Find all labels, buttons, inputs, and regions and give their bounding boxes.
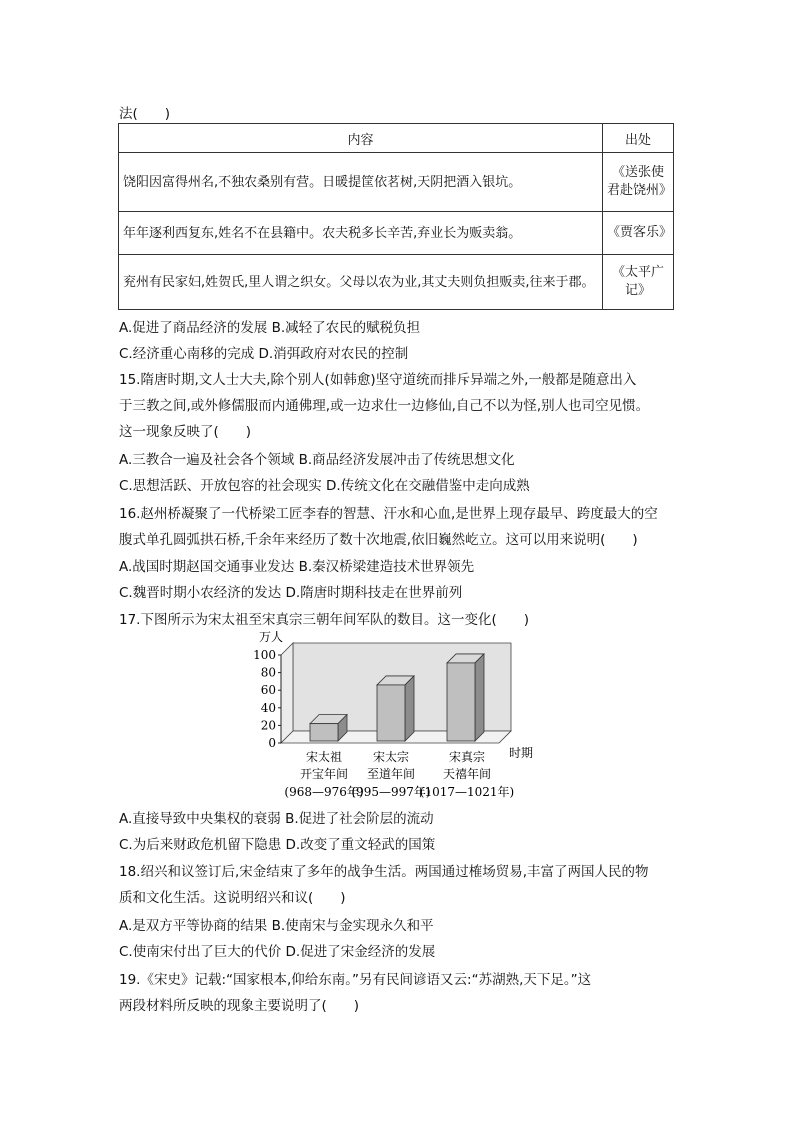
- q16-stem-line1: 16.赵州桥凝聚了一代桥梁工匠李春的智慧、汗水和心血,是世界上现存最早、跨度最大的空: [119, 506, 658, 522]
- question-14-intro: 法( ): [119, 106, 171, 122]
- bar: [447, 663, 475, 741]
- header-content: 内容: [119, 124, 603, 153]
- q19-stem-line2: 两段材料所反映的现象主要说明了( ): [119, 998, 360, 1014]
- q14-options-ab: A.促进了商品经济的发展 B.减轻了农民的赋税负担: [119, 320, 421, 336]
- row-content: 饶阳因富得州名,不独农桑别有营。日暖提筐依茗树,天阴把酒入银坑。: [119, 153, 603, 212]
- y-tick-label: 80: [260, 665, 276, 680]
- q15-stem-line1: 15.隋唐时期,文人士大夫,除个别人(如韩愈)坚守道统而排斥异端之外,一般都是随意出入: [119, 372, 637, 388]
- category-years: (968—976年): [284, 785, 364, 799]
- y-tick-label: 20: [260, 718, 276, 733]
- category-period: 开宝年间: [299, 767, 349, 781]
- table-header-row: [119, 124, 674, 153]
- y-tick-label: 60: [260, 683, 276, 698]
- q18-stem-line2: 质和文化生活。这说明绍兴和议( ): [119, 890, 346, 906]
- q18-options-ab: A.是双方平等协商的结果 B.使南宋与金实现永久和平: [119, 918, 434, 934]
- category-years: (995—997年): [351, 785, 431, 799]
- bar: [377, 685, 405, 741]
- army-size-chart: [253, 630, 556, 805]
- q16-options-ab: A.战国时期赵国交通事业发达 B.秦汉桥梁建造技术世界领先: [119, 559, 475, 575]
- q17-options-cd: C.为后来财政危机留下隐患 D.改变了重文轻武的国策: [119, 837, 436, 853]
- category-period: 天禧年间: [442, 767, 492, 781]
- x-axis-title: 时期: [509, 746, 534, 760]
- q15-options-ab: A.三教合一遍及社会各个领域 B.商品经济发展冲击了传统思想文化: [119, 452, 515, 468]
- row-source: 《贾客乐》: [603, 212, 674, 255]
- q17-stem: 17.下图所示为宋太祖至宋真宗三朝年间军队的数目。这一变化( ): [119, 612, 530, 628]
- y-tick-label: 0: [268, 736, 276, 750]
- row-source: 《太平广记》: [603, 255, 674, 310]
- q15-stem-line3: 这一现象反映了( ): [119, 424, 252, 440]
- row-content: 年年逐利西复东,姓名不在县籍中。农夫税多长辛苦,弃业长为贩卖翁。: [119, 212, 603, 255]
- category-years: (1017—1021年): [419, 785, 515, 799]
- category-name: 宋太祖: [305, 750, 343, 764]
- table-row: [119, 255, 674, 310]
- category-period: 至道年间: [366, 767, 416, 781]
- bar-side: [405, 676, 414, 741]
- chart-side-wall: [281, 643, 293, 743]
- bar-side: [475, 654, 484, 741]
- row-content: 兖州有民家妇,姓贺氏,里人谓之织女。父母以农为业,其丈夫则负担贩卖,往来于郡。: [119, 255, 603, 310]
- y-tick-label: 40: [260, 700, 276, 715]
- q15-options-cd: C.思想活跃、开放包容的社会现实 D.传统文化在交融借鉴中走向成熟: [119, 478, 530, 494]
- q16-options-cd: C.魏晋时期小农经济的发达 D.隋唐时期科技走在世界前列: [119, 585, 463, 601]
- q18-stem-line1: 18.绍兴和议签订后,宋金结束了多年的战争生活。两国通过榷场贸易,丰富了两国人民的物: [119, 864, 649, 880]
- q19-stem-line1: 19.《宋史》记载:“国家根本,仰给东南。”另有民间谚语又云:“苏湖熟,天下足。”这: [119, 972, 592, 988]
- y-axis-title: 万人: [259, 630, 284, 644]
- y-tick-label: 100: [253, 648, 276, 662]
- row-source: 《送张使君赴饶州》: [603, 153, 674, 212]
- q17-options-ab: A.直接导致中央集权的衰弱 B.促进了社会阶层的流动: [119, 811, 434, 827]
- q15-stem-line2: 于三教之间,或外修儒服而内通佛理,或一边求仕一边修仙,自己不以为怪,别人也司空见惯。: [119, 398, 650, 414]
- table-row: [119, 153, 674, 212]
- q16-stem-line2: 腹式单孔圆弧拱石桥,千余年来经历了数十次地震,依旧巍然屹立。这可以用来说明( ): [119, 532, 638, 548]
- source-table: [118, 123, 674, 310]
- bar: [310, 724, 338, 741]
- q14-options-cd: C.经济重心南移的完成 D.消弭政府对农民的控制: [119, 346, 409, 362]
- q18-options-cd: C.使南宋付出了巨大的代价 D.促进了宋金经济的发展: [119, 944, 436, 960]
- header-source: 出处: [603, 124, 674, 153]
- table-row: [119, 212, 674, 255]
- category-name: 宋真宗: [448, 750, 486, 764]
- category-name: 宋太宗: [372, 750, 410, 764]
